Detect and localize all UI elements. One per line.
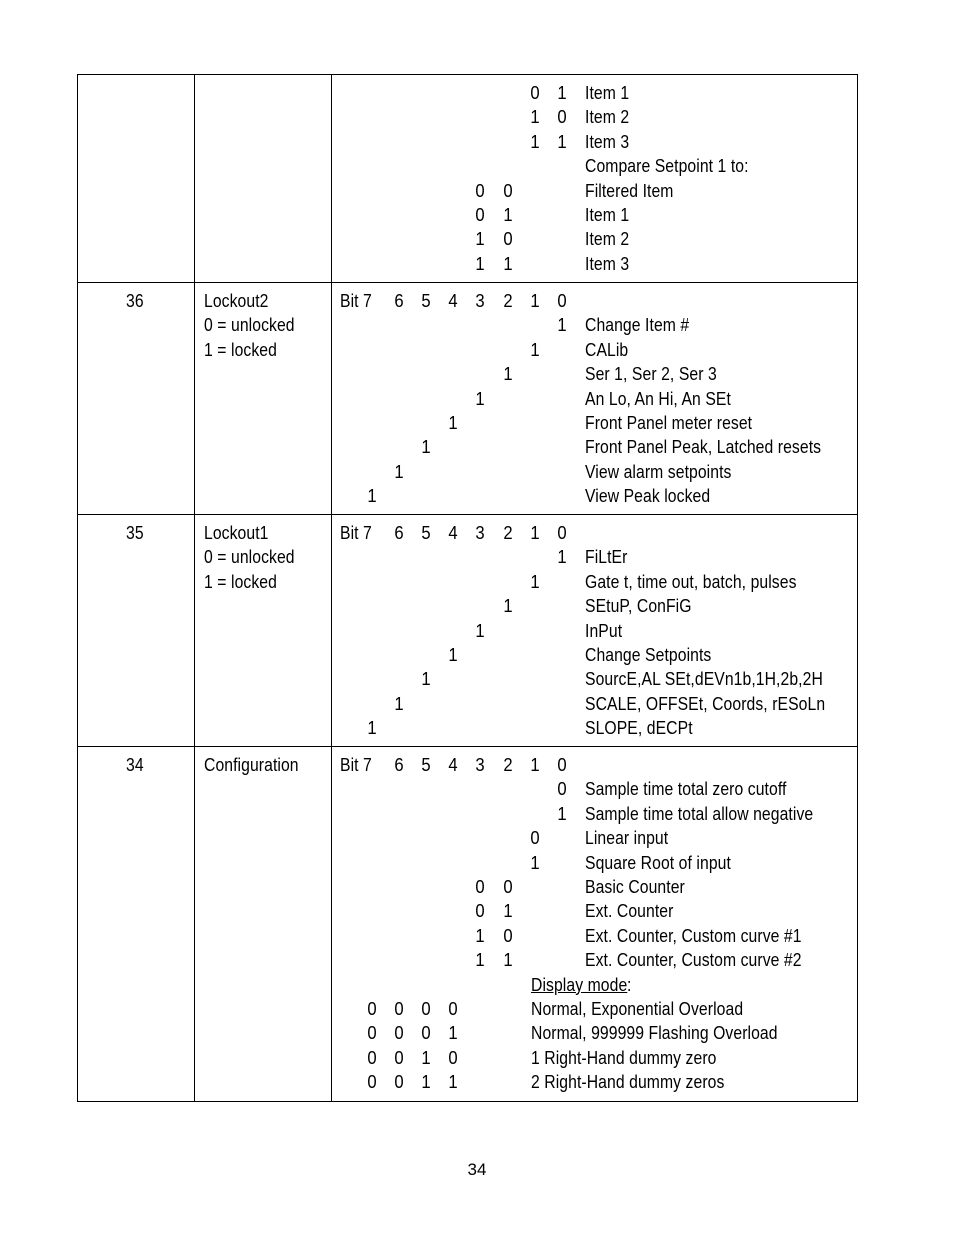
register-35-row-desc: SCALE, OFFSEt, Coords, rESoLn — [585, 692, 826, 714]
register-35-row-desc: SourcE,AL SEt,dEVn1b,1H,2b,2H — [585, 668, 823, 690]
register-36-name-line: 1 = locked — [204, 338, 277, 360]
continuation-row-desc: Item 2 — [585, 106, 630, 128]
continuation-row-bit-b2: 1 — [503, 204, 513, 225]
register-35-bit-header-b1: 1 — [530, 522, 540, 543]
page-number: 34 — [467, 1160, 487, 1179]
register-35-number: 35 — [126, 522, 144, 543]
register-35-bit-header-b0: 0 — [557, 522, 567, 543]
register-36-row-desc: Front Panel meter reset — [585, 412, 753, 433]
continuation-row-desc: Item 2 — [585, 228, 630, 250]
continuation-row-desc: Filtered Item — [585, 179, 674, 201]
register-34-display-bit-b5: 0 — [421, 1022, 431, 1044]
register-34-display-bit-b5: 1 — [421, 1046, 431, 1068]
table-border-top — [77, 74, 858, 75]
register-34-display-bit-b4: 1 — [448, 1022, 458, 1044]
continuation-row-bit-b2: 1 — [503, 252, 513, 274]
continuation-row-bit-b3: 0 — [475, 204, 485, 225]
register-35-row-bit-b7: 1 — [367, 717, 377, 739]
register-35-row-bit-b2: 1 — [503, 595, 513, 617]
register-35-row-desc: InPut — [585, 619, 623, 641]
register-34-bit-header-b6: 6 — [394, 754, 404, 775]
continuation-row-desc: Item 1 — [585, 82, 630, 103]
register-34-row-desc: Linear input — [585, 827, 669, 849]
register-34-bit-header-b0: 0 — [557, 754, 567, 775]
register-36-row-bit-b5: 1 — [421, 436, 431, 458]
register-34-row-bit-b0: 1 — [557, 802, 567, 824]
register-36-bit-header-b0: 0 — [557, 290, 567, 311]
register-35-bit-header-b5: 5 — [421, 522, 431, 543]
register-36-row-desc: Front Panel Peak, Latched resets — [585, 436, 822, 458]
register-34-display-bit-b5: 1 — [421, 1071, 431, 1093]
register-34-row-desc: Basic Counter — [585, 876, 685, 897]
continuation-row-bit-b0: 0 — [557, 106, 567, 128]
register-34-row-bit-b3: 1 — [475, 924, 485, 946]
register-34-display-desc: Normal, 999999 Flashing Overload — [531, 1022, 778, 1044]
register-34-display-bit-b5: 0 — [421, 998, 431, 1019]
register-34-bit-header-b4: 4 — [448, 754, 458, 775]
register-34-display-bit-b4: 1 — [448, 1071, 458, 1093]
register-34-display-bit-b7: 0 — [367, 1022, 377, 1044]
register-36-row-bit-b4: 1 — [448, 412, 458, 433]
table-border-bottom — [77, 1101, 858, 1102]
register-34-display-bit-b7: 0 — [367, 998, 377, 1019]
register-35-row-desc: Gate t, time out, batch, pulses — [585, 570, 797, 592]
register-36-row-bit-b0: 1 — [557, 314, 567, 336]
continuation-row-desc: Compare Setpoint 1 to: — [585, 155, 749, 177]
register-35-row-desc: Change Setpoints — [585, 644, 712, 665]
continuation-row-bit-b2: 0 — [503, 228, 513, 250]
register-35-bit-header-b6: 6 — [394, 522, 404, 543]
register-36-name: Lockout2 — [204, 290, 269, 311]
register-34-row-desc: Sample time total allow negative — [585, 802, 814, 824]
register-34-row-bit-b2: 0 — [503, 924, 513, 946]
register-35-bit-header-label: Bit 7 — [340, 522, 372, 543]
register-34-row-desc: Ext. Counter, Custom curve #2 — [585, 949, 802, 971]
register-36-row-desc: Ser 1, Ser 2, Ser 3 — [585, 363, 717, 385]
column-divider-1 — [194, 74, 195, 1102]
register-36-bit-header-b5: 5 — [421, 290, 431, 311]
register-34-display-desc: 2 Right-Hand dummy zeros — [531, 1071, 725, 1093]
register-34-row-desc: Ext. Counter, Custom curve #1 — [585, 924, 802, 946]
register-36-row-bit-b2: 1 — [503, 363, 513, 385]
row-divider-35 — [77, 514, 858, 515]
register-36-row-desc: CALib — [585, 338, 629, 360]
register-36-bit-header-b3: 3 — [475, 290, 485, 311]
register-34-display-bit-b6: 0 — [394, 998, 404, 1019]
register-34-bit-header-b1: 1 — [530, 754, 540, 775]
register-35-row-bit-b4: 1 — [448, 644, 458, 665]
column-divider-2 — [331, 74, 332, 1102]
register-35-row-bit-b1: 1 — [530, 570, 540, 592]
register-35-row-bit-b3: 1 — [475, 619, 485, 641]
table-border-right — [857, 74, 858, 1102]
continuation-row-bit-b0: 1 — [557, 82, 567, 103]
register-34-row-bit-b2: 0 — [503, 876, 513, 897]
register-34-bit-header-b5: 5 — [421, 754, 431, 775]
register-35-row-bit-b5: 1 — [421, 668, 431, 690]
register-36-bit-header-b4: 4 — [448, 290, 458, 311]
register-36-row-bit-b7: 1 — [367, 485, 377, 507]
register-34-row-desc: Sample time total zero cutoff — [585, 778, 787, 800]
row-divider-36 — [77, 282, 858, 283]
register-36-row-desc: View Peak locked — [585, 485, 711, 507]
register-34-display-desc: Normal, Exponential Overload — [531, 998, 744, 1019]
register-35-row-bit-b0: 1 — [557, 546, 567, 568]
register-34-display-bit-b7: 0 — [367, 1046, 377, 1068]
register-34-bit-header-label: Bit 7 — [340, 754, 372, 775]
register-35-row-desc: FiLtEr — [585, 546, 628, 568]
register-34-row-bit-b3: 0 — [475, 876, 485, 897]
register-36-bit-header-b1: 1 — [530, 290, 540, 311]
register-36-row-desc: Change Item # — [585, 314, 690, 336]
row-divider-34 — [77, 746, 858, 747]
register-34-display-mode-label: Display mode — [531, 973, 628, 995]
register-34-row-bit-b2: 1 — [503, 900, 513, 922]
continuation-row-bit-b0: 1 — [557, 130, 567, 152]
register-36-row-bit-b3: 1 — [475, 387, 485, 409]
register-34-row-bit-b1: 1 — [530, 851, 540, 873]
register-36-bit-header-b6: 6 — [394, 290, 404, 311]
register-34-row-bit-b2: 1 — [503, 949, 513, 971]
continuation-row-bit-b1: 0 — [530, 82, 540, 103]
register-35-name-line: 1 = locked — [204, 570, 277, 592]
register-36-bit-header-label: Bit 7 — [340, 290, 372, 311]
continuation-row-bit-b3: 1 — [475, 228, 485, 250]
register-34-row-bit-b3: 0 — [475, 900, 485, 922]
register-34-row-bit-b1: 0 — [530, 827, 540, 849]
continuation-row-bit-b1: 1 — [530, 106, 540, 128]
register-35-bit-header-b4: 4 — [448, 522, 458, 543]
register-34-display-bit-b4: 0 — [448, 998, 458, 1019]
register-36-row-bit-b6: 1 — [394, 460, 404, 482]
register-35-name-line: 0 = unlocked — [204, 546, 295, 568]
register-34-display-bit-b6: 0 — [394, 1022, 404, 1044]
register-34-display-desc: 1 Right-Hand dummy zero — [531, 1046, 717, 1068]
register-35-row-bit-b6: 1 — [394, 692, 404, 714]
register-34-display-bit-b4: 0 — [448, 1046, 458, 1068]
register-34-bit-header-b3: 3 — [475, 754, 485, 775]
register-34-row-bit-b0: 0 — [557, 778, 567, 800]
register-34-display-mode-colon: : — [627, 973, 632, 995]
continuation-row-desc: Item 3 — [585, 252, 630, 274]
register-34-row-bit-b3: 1 — [475, 949, 485, 971]
register-34-row-desc: Ext. Counter — [585, 900, 674, 922]
continuation-row-desc: Item 3 — [585, 130, 630, 152]
register-34-display-bit-b6: 0 — [394, 1046, 404, 1068]
register-34-name: Configuration — [204, 754, 299, 775]
register-34-bit-header-b2: 2 — [503, 754, 513, 775]
register-35-bit-header-b3: 3 — [475, 522, 485, 543]
register-36-row-desc: View alarm setpoints — [585, 460, 732, 482]
continuation-row-bit-b3: 1 — [475, 252, 485, 274]
register-36-name-line: 0 = unlocked — [204, 314, 295, 336]
continuation-row-bit-b3: 0 — [475, 179, 485, 201]
continuation-row-desc: Item 1 — [585, 204, 630, 225]
register-35-row-desc: SEtuP, ConFiG — [585, 595, 692, 617]
register-36-row-desc: An Lo, An Hi, An SEt — [585, 387, 731, 409]
register-34-number: 34 — [126, 754, 144, 775]
table-border-left — [77, 74, 78, 1102]
register-34-display-bit-b6: 0 — [394, 1071, 404, 1093]
register-35-name: Lockout1 — [204, 522, 269, 543]
register-35-bit-header-b2: 2 — [503, 522, 513, 543]
continuation-row-bit-b1: 1 — [530, 130, 540, 152]
register-35-row-desc: SLOPE, dECPt — [585, 717, 693, 739]
register-34-row-desc: Square Root of input — [585, 851, 731, 873]
continuation-row-bit-b2: 0 — [503, 179, 513, 201]
register-36-bit-header-b2: 2 — [503, 290, 513, 311]
register-36-row-bit-b1: 1 — [530, 338, 540, 360]
register-36-number: 36 — [126, 290, 144, 311]
register-34-display-bit-b7: 0 — [367, 1071, 377, 1093]
